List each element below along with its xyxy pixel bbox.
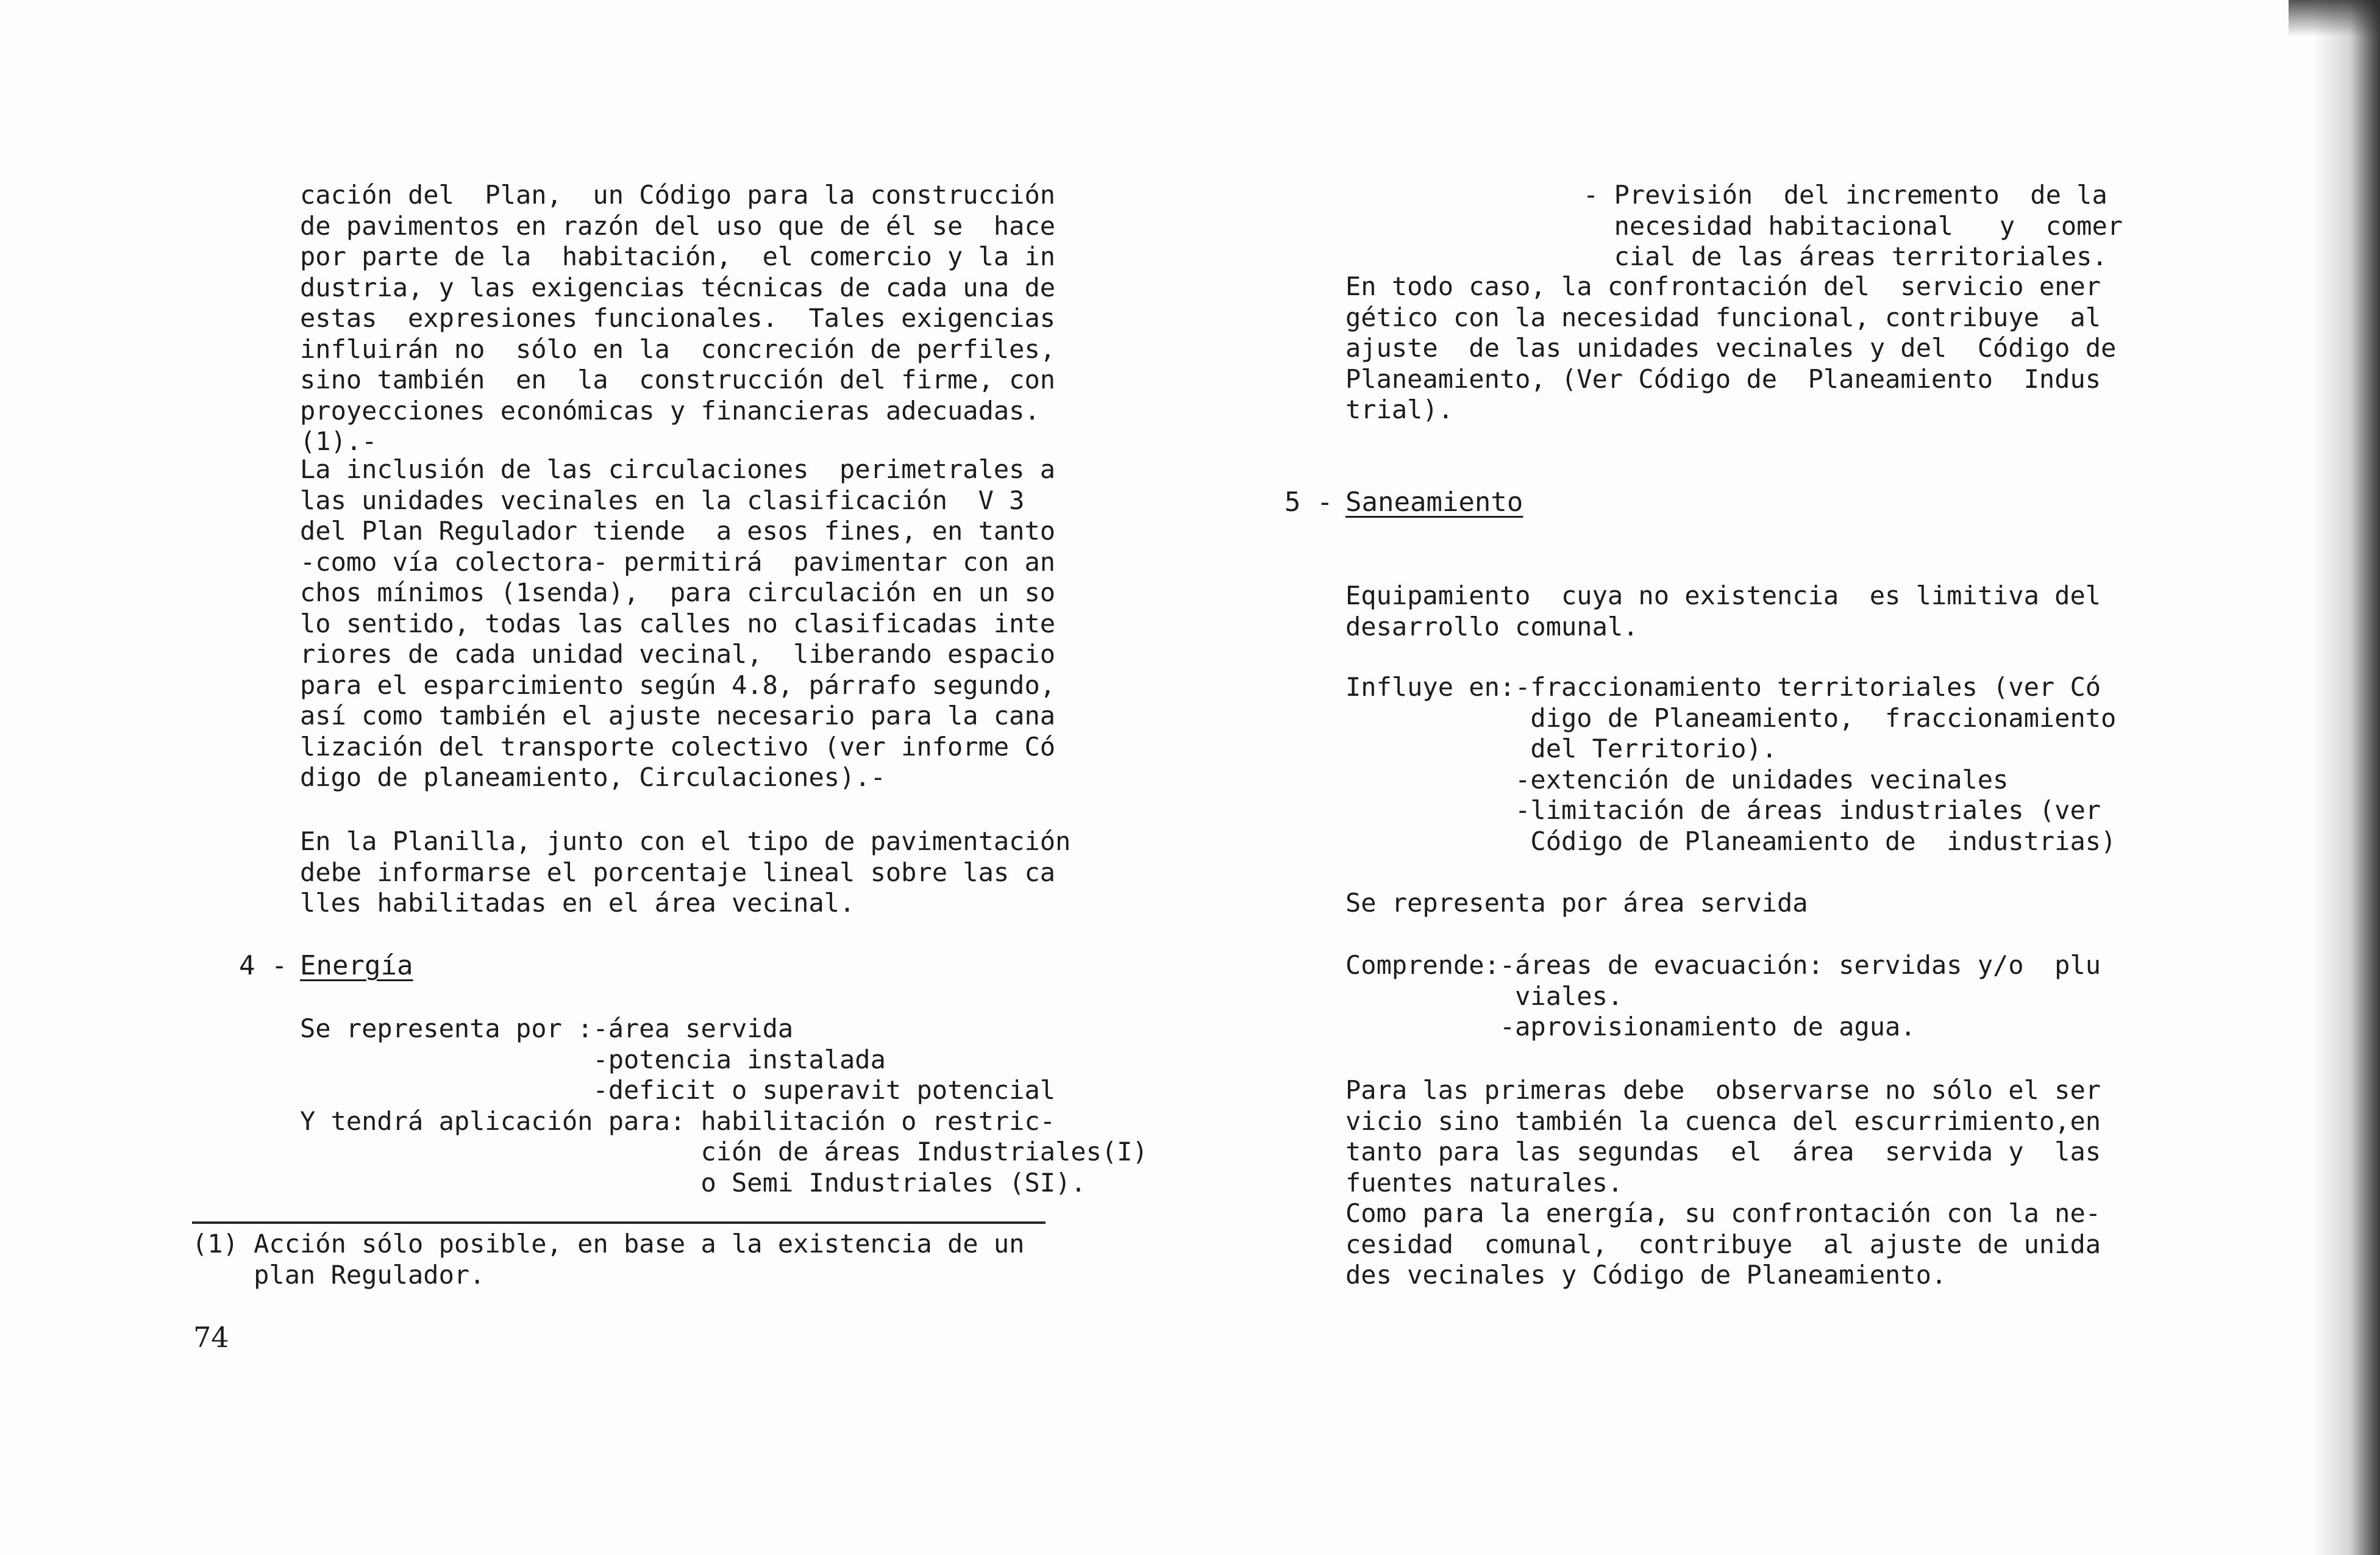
text-line: lles habilitadas en el área vecinal. — [300, 888, 855, 918]
page-corner-shadow — [2289, 0, 2380, 37]
text-line: -limitación de áreas industriales (ver — [1345, 795, 2101, 825]
text-line: ajuste de las unidades vecinales y del Código de — [1345, 333, 2117, 363]
text-line: cial de las áreas territoriales. — [1583, 241, 2107, 271]
text-line: La inclusión de las circulaciones perimetrales a — [300, 454, 1056, 484]
section-title: Saneamiento — [1345, 487, 1523, 518]
text-line: (1).- — [300, 426, 377, 456]
text-line: riores de cada unidad vecinal, liberando espacio — [300, 639, 1056, 669]
text-line: digo de Planeamiento, fraccionamiento — [1345, 702, 2117, 733]
section-number: 5 - — [1284, 487, 1333, 518]
text-line: debe informarse el porcentaje lineal sobre las ca — [300, 857, 1056, 887]
text-line: -como vía colectora- permitirá pavimentar con an — [300, 546, 1056, 577]
text-line: digo de planeamiento, Circulaciones).- — [300, 762, 886, 792]
se-representa-line: Se representa por área servida — [1345, 888, 1808, 918]
text-line: para el esparcimiento según 4.8, párrafo segundo, — [300, 670, 1056, 700]
text-line: Como para la energía, su confrontación con la ne- — [1345, 1198, 2101, 1228]
text-line: fuentes naturales. — [1345, 1167, 1623, 1198]
text-line: plan Regulador. — [192, 1259, 485, 1290]
text-line: dustria, y las exigencias técnicas de cada una de — [300, 272, 1056, 302]
text-line: Equipamiento cuya no existencia es limitiva del — [1345, 581, 2101, 610]
text-line: tanto para las segundas el área servida y las — [1345, 1137, 2101, 1167]
text-line: por parte de la habitación, el comercio y la in — [300, 241, 1056, 271]
section-number: 4 - — [239, 950, 288, 981]
text-line: sino también en la construcción del firme, con — [300, 365, 1056, 395]
text-line: (1) Acción sólo posible, en base a la existencia de un — [192, 1229, 1025, 1259]
text-line: En la Planilla, junto con el tipo de pavimentación — [300, 826, 1071, 856]
text-line: así como también el ajuste necesario para la cana — [300, 701, 1056, 731]
text-line: -aprovisionamiento de agua. — [1345, 1012, 1916, 1042]
text-line: proyecciones económicas y financieras adecuadas. — [300, 395, 1040, 426]
text-line: del Territorio). — [1345, 734, 1778, 763]
book-spine-shadow — [2313, 0, 2380, 1555]
text-line: Influye en:-fraccionamiento territoriales (ver Có — [1345, 672, 2101, 702]
text-line: influirán no sólo en la concreción de perfiles, — [300, 334, 1056, 364]
text-line: gético con la necesidad funcional, contribuye al — [1345, 302, 2101, 332]
text-line: Se representa por :-área servida — [300, 1013, 794, 1043]
text-line: necesidad habitacional y comer — [1583, 210, 2123, 241]
text-line: Y tendrá aplicación para: habilitación o restric- — [300, 1106, 1056, 1136]
text-line: vicio sino también la cuenca del escurrimiento,en — [1345, 1106, 2101, 1136]
text-line: chos mínimos (1senda), para circulación en un so — [300, 577, 1056, 607]
text-line: Comprende:-áreas de evacuación: servidas y/o plu — [1345, 950, 2101, 980]
text-line: -extención de unidades vecinales — [1345, 764, 2009, 795]
text-line: lo sentido, todas las calles no clasificadas inte — [300, 608, 1056, 638]
text-line: las unidades vecinales en la clasificación V 3 — [300, 485, 1025, 515]
right-page — [1190, 0, 2380, 1555]
text-line: o Semi Industriales (SI). — [300, 1167, 1086, 1198]
section-title: Energía — [300, 950, 413, 981]
text-line: Para las primeras debe observarse no sólo el ser — [1345, 1075, 2101, 1105]
text-line: desarrollo comunal. — [1345, 611, 1639, 642]
text-line: cesidad comunal, contribuye al ajuste de unida — [1345, 1229, 2101, 1259]
text-line: viales. — [1345, 981, 1623, 1011]
page-number: 74 — [193, 1321, 229, 1354]
text-line: des vecinales y Código de Planeamiento. — [1345, 1260, 1947, 1290]
text-line: -deficit o superavit potencial — [300, 1075, 1056, 1105]
text-line: del Plan Regulador tiende a esos fines, en tanto — [300, 516, 1056, 546]
text-line: trial). — [1345, 395, 1454, 424]
text-line: estas expresiones funcionales. Tales exigencias — [300, 303, 1056, 333]
text-line: -potencia instalada — [300, 1044, 886, 1074]
footnote-rule — [192, 1221, 1046, 1224]
text-line: En todo caso, la confrontación del servicio ener — [1345, 271, 2101, 301]
text-line: Planeamiento, (Ver Código de Planeamiento Indus — [1345, 363, 2101, 394]
text-line: lización del transporte colectivo (ver informe Có — [300, 731, 1056, 762]
text-line: de pavimentos en razón del uso que de él se hace — [300, 210, 1056, 241]
text-line: cación del Plan, un Código para la construcción — [300, 180, 1056, 210]
text-line: ción de áreas Industriales(I) — [300, 1137, 1148, 1167]
text-line: - Previsión del incremento de la — [1583, 180, 2107, 210]
text-line: Código de Planeamiento de industrias) — [1345, 826, 2117, 856]
